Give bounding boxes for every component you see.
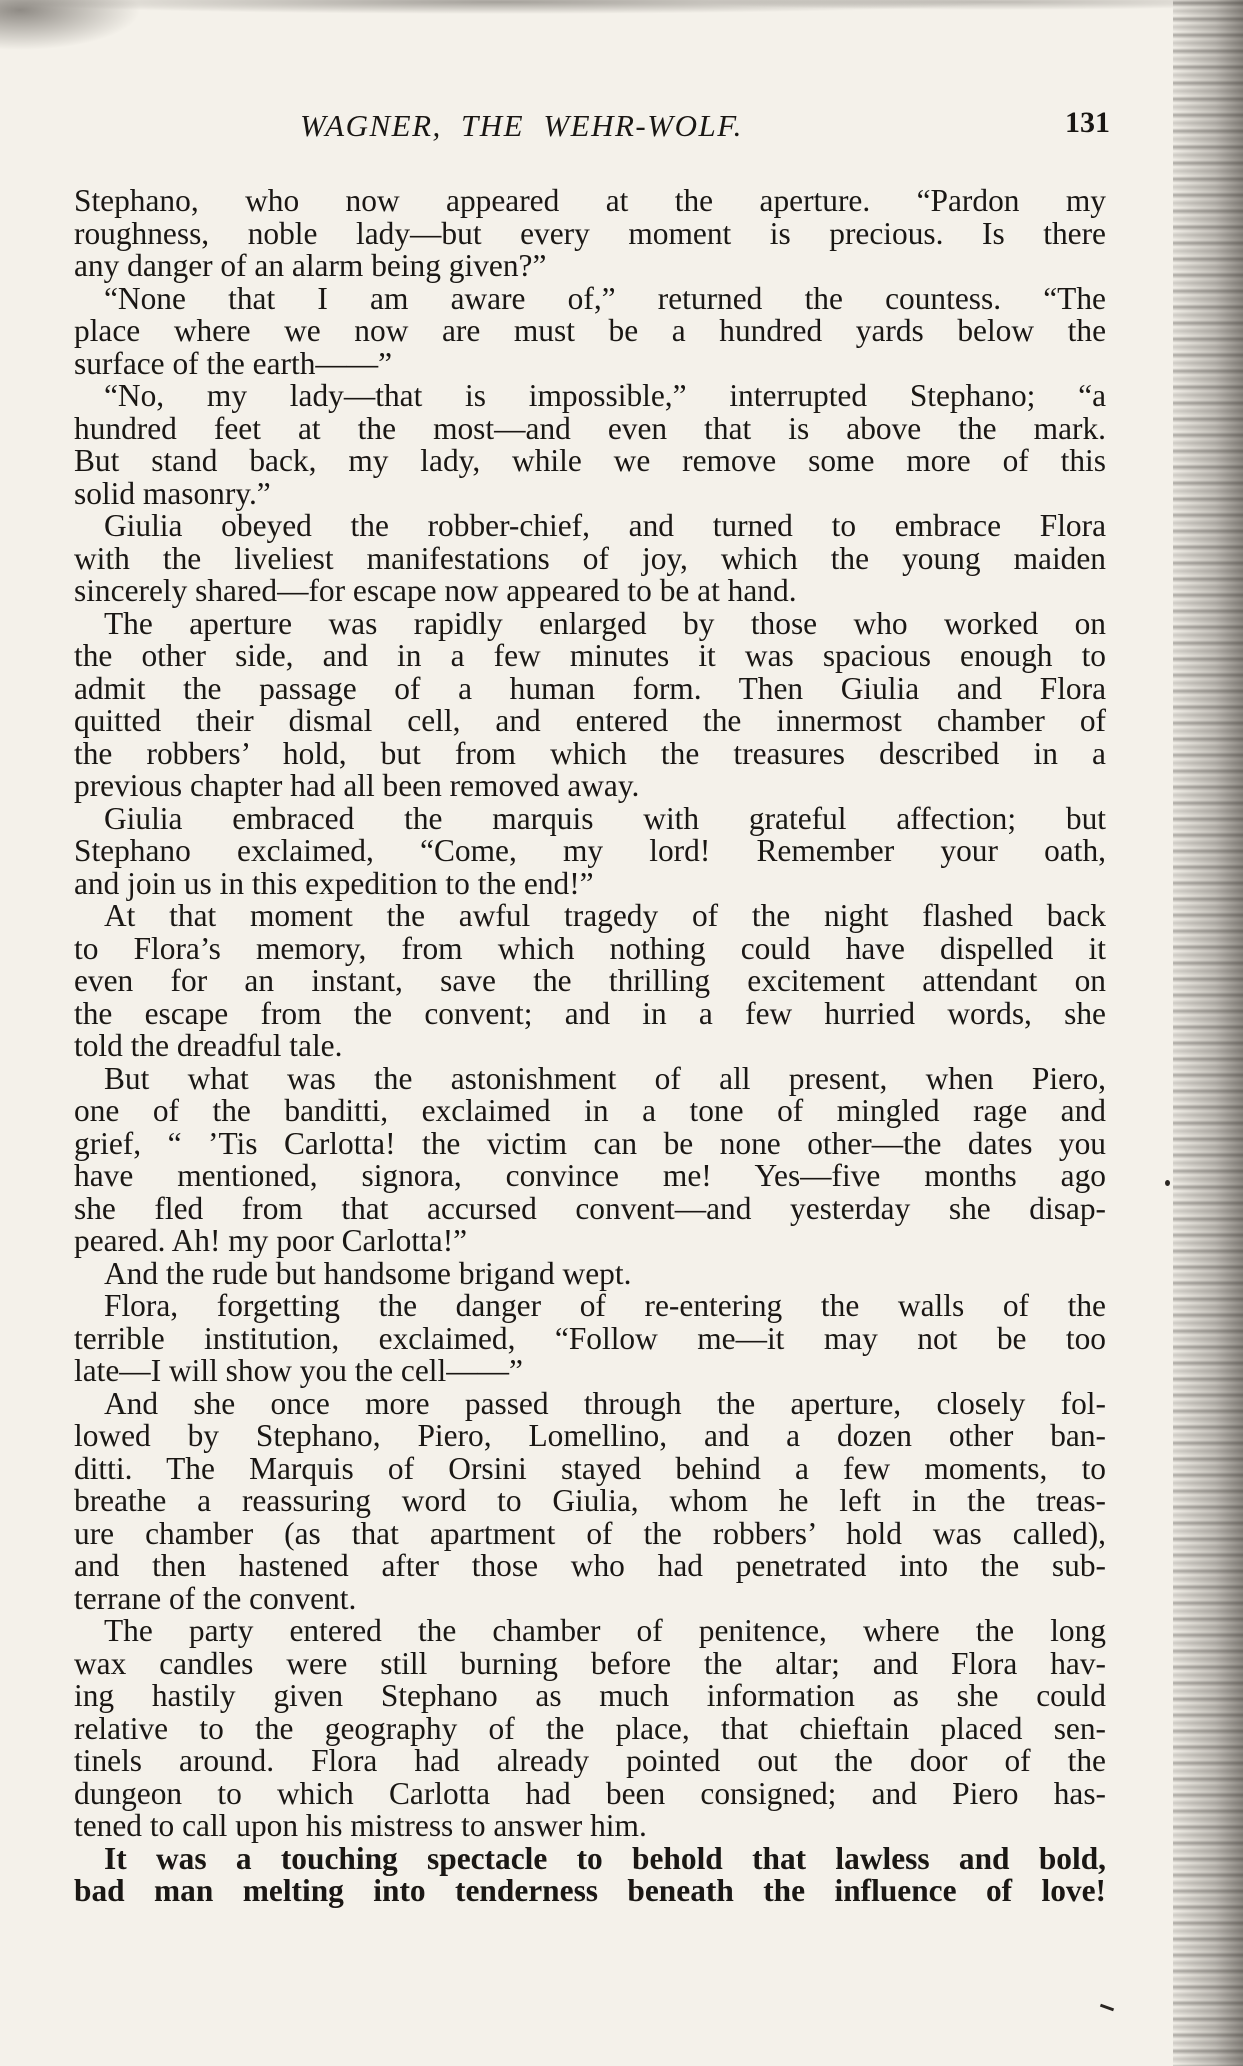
text-line: Stephano exclaimed, “Come, my lord! Remember your oath,: [74, 833, 1106, 868]
text-line: ure chamber (as that apartment of the robbers’ hold was called),: [74, 1515, 1106, 1551]
text-line: And she once more passed through the aperture, closely fol-: [104, 1385, 1106, 1421]
text-line: terrane of the convent.: [74, 1580, 357, 1616]
text-line: have mentioned, signora, convince me! Yes—five months ago: [74, 1158, 1106, 1193]
scan-top-smudge: [0, 0, 1243, 60]
text-line: Stephano, who now appeared at the aperture. “Pardon my: [74, 183, 1106, 218]
text-line: the robbers’ hold, but from which the treasures described in a: [74, 735, 1106, 771]
text-line: tened to call upon his mistress to answer him.: [74, 1808, 647, 1843]
text-line: even for an instant, save the thrilling excitement attendant on: [74, 963, 1106, 998]
text-line: relative to the geography of the place, that chieftain placed sen-: [74, 1710, 1106, 1746]
text-line: previous chapter had all been removed away.: [74, 768, 640, 803]
text-line: hundred feet at the most—and even that is above the mark.: [74, 410, 1106, 446]
text-line: breathe a reassuring word to Giulia, whom he left in the treas-: [74, 1483, 1106, 1518]
text-line: solid masonry.”: [74, 475, 271, 511]
text-line: place where we now are must be a hundred yards below the: [74, 313, 1106, 348]
text-line: told the dreadful tale.: [74, 1028, 343, 1063]
text-line: any danger of an alarm being given?”: [74, 248, 547, 283]
text-line: roughness, noble lady—but every moment is precious. Is there: [74, 215, 1106, 251]
scan-right-edge: [1173, 0, 1243, 2066]
text-line: The party entered the chamber of penitence, where the long: [104, 1613, 1106, 1648]
text-line: But what was the astonishment of all present, when Piero,: [104, 1060, 1106, 1096]
running-title: WAGNER, THE WEHR-WOLF.: [300, 108, 743, 143]
text-line: one of the banditti, exclaimed in a tone of mingled rage and: [74, 1093, 1106, 1128]
text-line: Giulia obeyed the robber-chief, and turned to embrace Flora: [104, 508, 1106, 543]
text-line: admit the passage of a human form. Then Giulia and Flora: [74, 670, 1106, 706]
text-line: At that moment the awful tragedy of the night flashed back: [104, 898, 1106, 933]
text-line: with the liveliest manifestations of joy, which the young maiden: [74, 540, 1106, 576]
text-line: lowed by Stephano, Piero, Lomellino, and a dozen other ban-: [74, 1418, 1106, 1453]
text-line: late—I will show you the cell——”: [74, 1353, 523, 1388]
text-line: and join us in this expedition to the end!”: [74, 865, 594, 901]
stray-ink-mark: [1100, 2004, 1114, 2012]
text-line: The aperture was rapidly enlarged by those who worked on: [104, 605, 1106, 641]
text-line: “None that I am aware of,” returned the countess. “The: [104, 280, 1106, 316]
page-number: 131: [1065, 106, 1110, 139]
text-line: terrible institution, exclaimed, “Follow me—it may not be too: [74, 1320, 1106, 1356]
text-line: grief, “ ’Tis Carlotta! the victim can be none other—the dates you: [74, 1125, 1106, 1161]
text-line: and then hastened after those who had penetrated into the sub-: [74, 1548, 1106, 1583]
text-line: peared. Ah! my poor Carlotta!”: [74, 1223, 468, 1258]
text-line: It was a touching spectacle to behold that lawless and bold,: [104, 1840, 1106, 1876]
text-line: dungeon to which Carlotta had been consigned; and Piero has-: [74, 1775, 1106, 1811]
text-line: bad man melting into tenderness beneath the influence of love!: [74, 1873, 1106, 1908]
text-line: surface of the earth——”: [74, 345, 393, 381]
text-line: “No, my lady—that is impossible,” interrupted Stephano; “a: [104, 378, 1106, 413]
text-line: ditti. The Marquis of Orsini stayed behind a few moments, to: [74, 1450, 1106, 1486]
text-line: But stand back, my lady, while we remove some more of this: [74, 443, 1106, 478]
page-header: [300, 108, 1110, 158]
text-line: the escape from the convent; and in a few hurried words, she: [74, 995, 1106, 1031]
text-line: ing hastily given Stephano as much information as she could: [74, 1678, 1106, 1713]
stray-ink-dot: [1165, 1180, 1170, 1186]
text-line: And the rude but handsome brigand wept.: [104, 1255, 632, 1291]
text-line: sincerely shared—for escape now appeared to be at hand.: [74, 573, 797, 608]
text-line: the other side, and in a few minutes it was spacious enough to: [74, 638, 1106, 673]
text-line: tinels around. Flora had already pointed out the door of the: [74, 1743, 1106, 1778]
text-line: she fled from that accursed convent—and yesterday she disap-: [74, 1190, 1106, 1226]
text-line: Giulia embraced the marquis with grateful affection; but: [104, 800, 1106, 836]
body-text: [74, 185, 1106, 1908]
text-line: wax candles were still burning before the altar; and Flora hav-: [74, 1645, 1106, 1681]
text-line: to Flora’s memory, from which nothing could have dispelled it: [74, 930, 1106, 966]
text-line: quitted their dismal cell, and entered the innermost chamber of: [74, 703, 1106, 738]
text-line: Flora, forgetting the danger of re-entering the walls of the: [104, 1288, 1106, 1323]
